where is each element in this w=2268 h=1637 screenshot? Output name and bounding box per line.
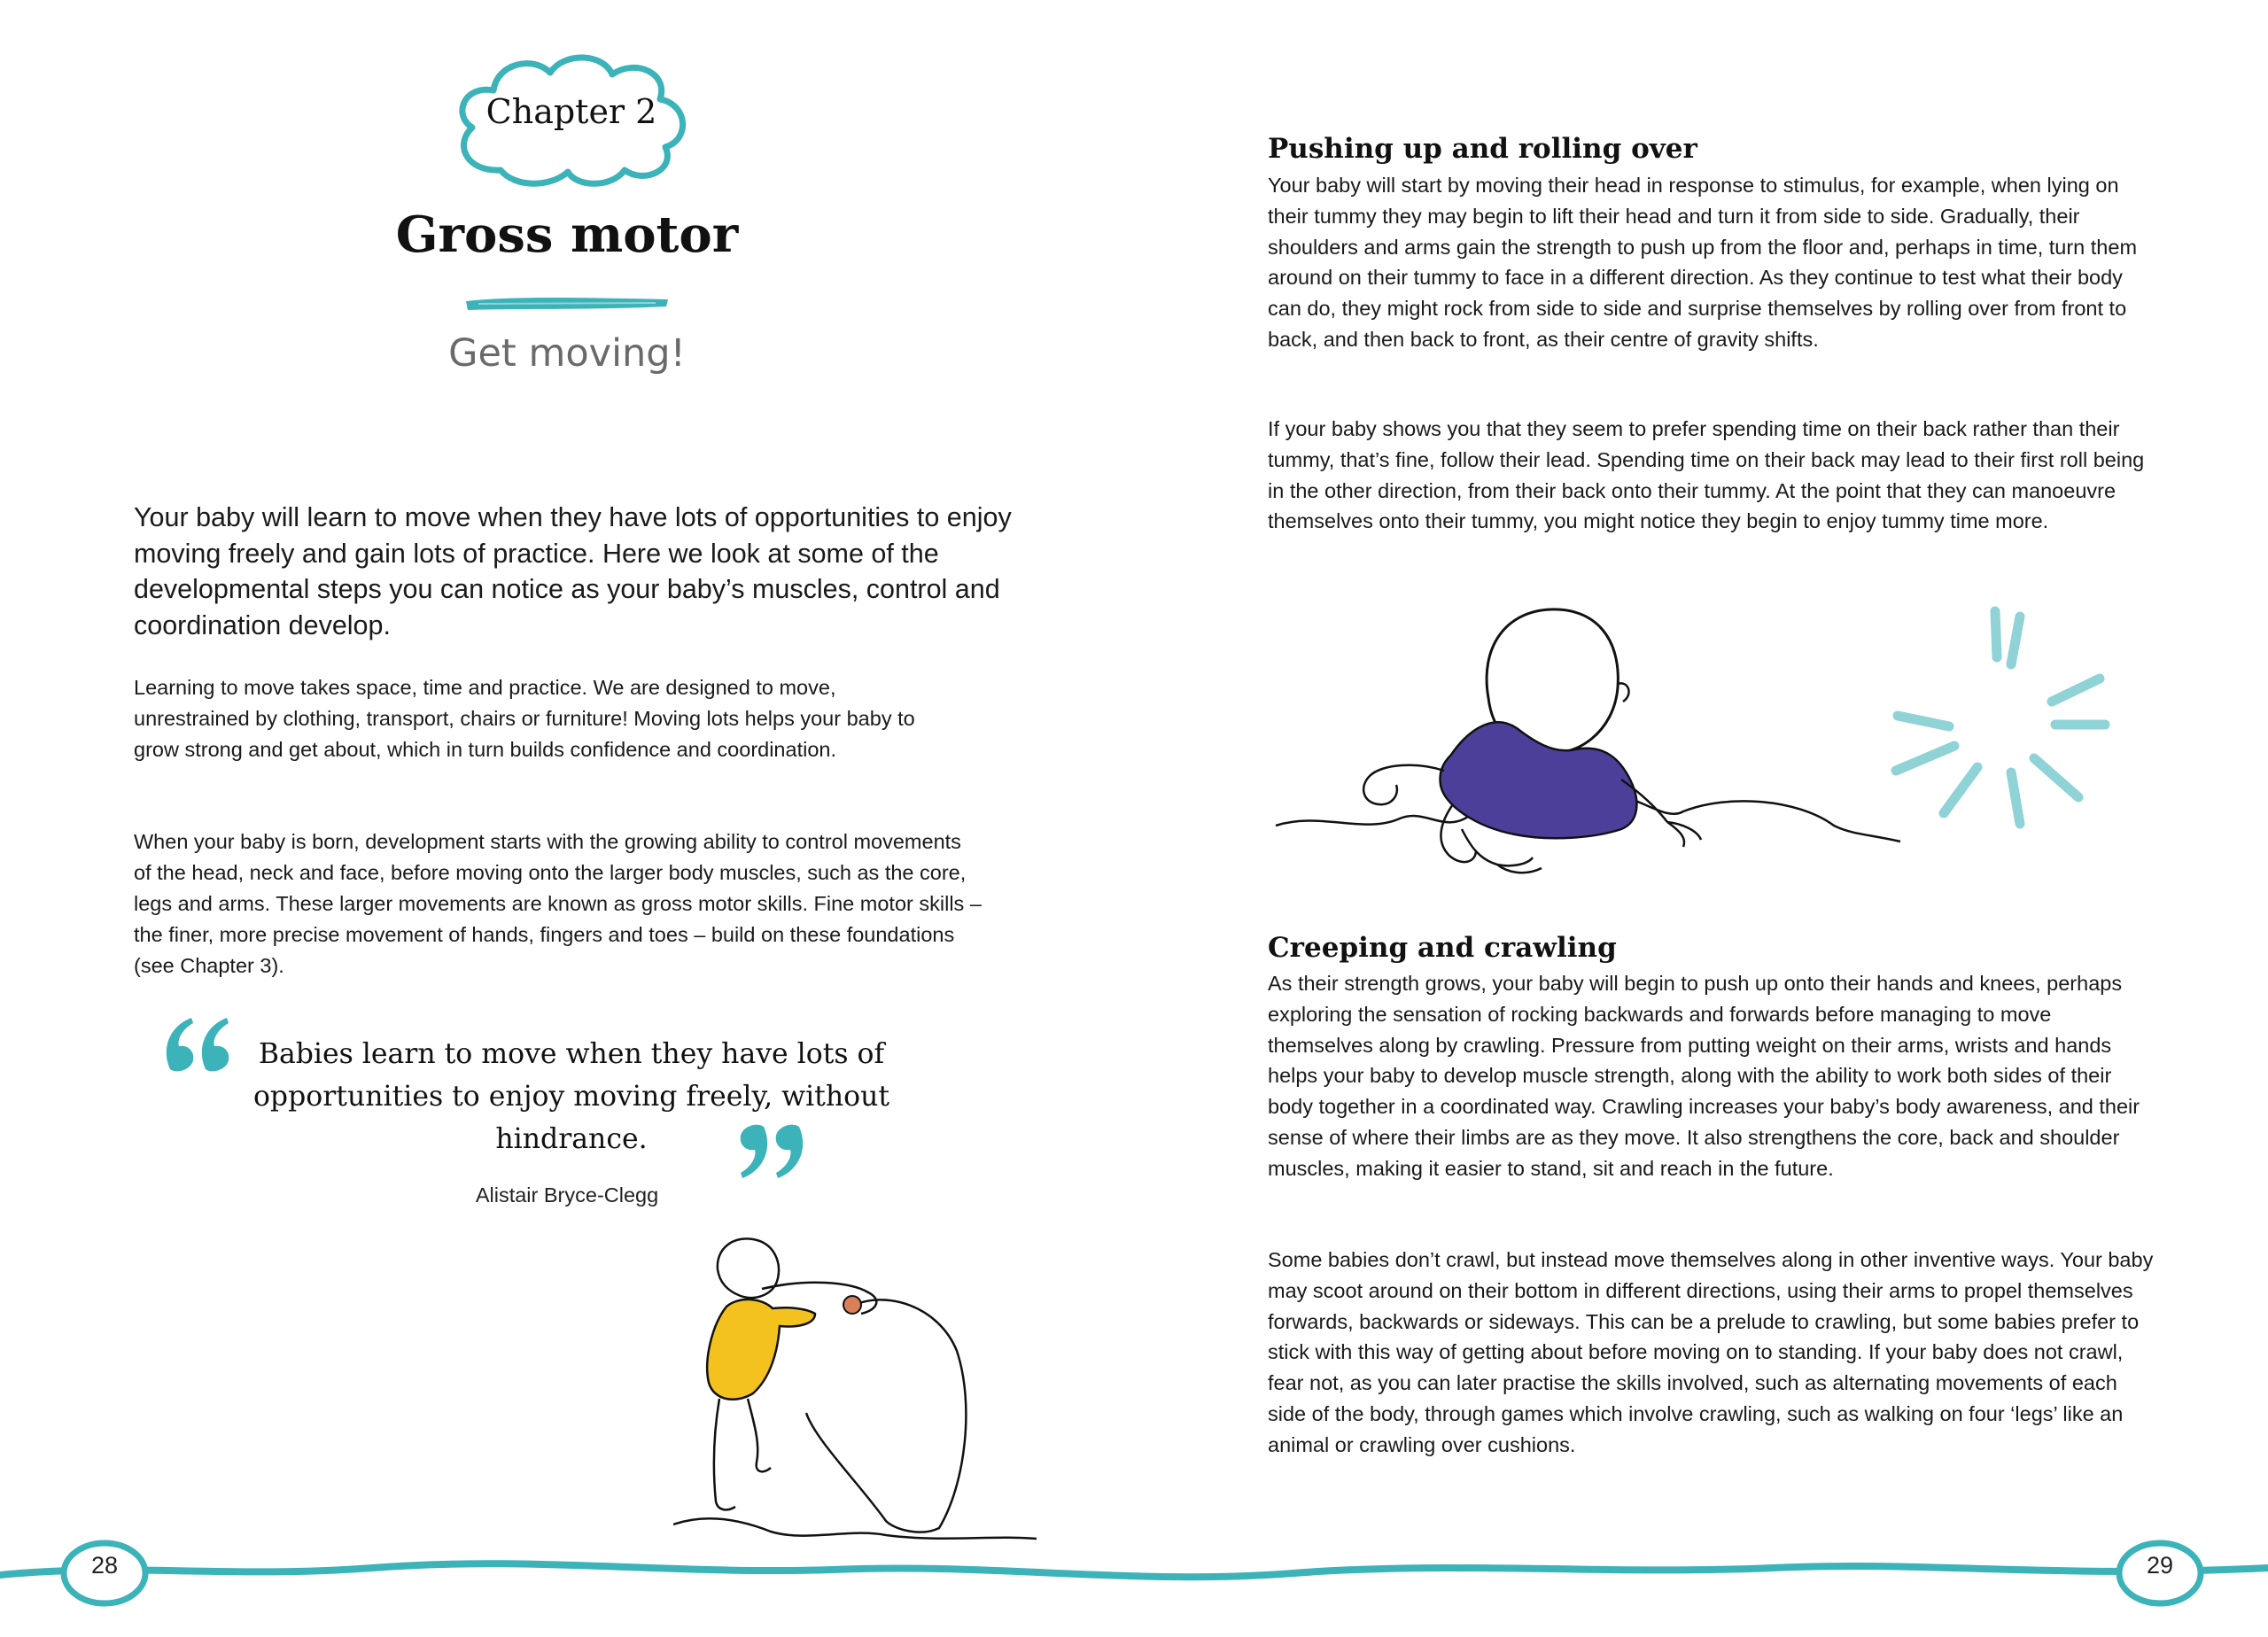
page-number-right: 29 [2146, 1552, 2174, 1579]
body-paragraph-2: When your baby is born, development starts with the growing ability to control movements of the head, neck and face, before moving onto the larger body muscles, such as the core, legs and arms. These larger movements are known as gross motor skills. Fine motor skills – the finer, more precise movement of hands, fingers and toes – build on these foundations (see Chapter 3). [134, 830, 982, 977]
chapter-subtitle: Get moving! [448, 331, 686, 376]
open-quote-icon [163, 1014, 234, 1078]
crawling-paragraph-2: Some babies don’t crawl, but instead move themselves along in other inventive ways. Your baby may scoot around on their bottom in different directions, using their arms to propel themselves forwards, backwards or sideways. This can be a prelude to crawling, but some babies prefer to stick with this way of getting about before moving on to standing. If your baby does not crawl, fear not, as you can later practise the skills involved, such as alternating movements of each side of the body, through games which involve crawling, such as walking on four ‘legs’ like an animal or crawling over cushions. [1268, 1248, 2154, 1456]
close-quote-icon [735, 1118, 806, 1182]
sun-icon [1878, 602, 2117, 833]
crawling-paragraph-1: As their strength grows, your baby will begin to push up onto their hands and knees, perhaps exploring the sensation of rocking backwards and forwards before managing to move themselves along by crawling. Pressure from putting weight on their arms, wrists and hands helps your baby to develop muscle strength, along with the ability to work both sides of their body together in a coordinated way. Crawling increases your baby’s body awareness, and their sense of where their limbs are as they move. It also strengthens the core, back and shoulder muscles, making it easier to stand, sit and reach in the future. [1268, 972, 2140, 1180]
intro-paragraph: Your baby will learn to move when they have lots of opportunities to enjoy moving freely and gain lots of practice. Here we look at some of the developmental steps you can notice as your baby’s muscles, control and coordination develop. [134, 502, 1012, 640]
chapter-label: Chapter 2 [485, 92, 657, 131]
body-paragraph-1: Learning to move takes space, time and practice. We are designed to move, unrestrained by clothing, transport, chairs or furniture! Moving lots helps your baby to grow strong and get about, which in turn builds confidence and coordination. [134, 676, 915, 761]
footer-wave-decoration [0, 1524, 2268, 1637]
pull-quote: Babies learn to move when they have lots of opportunities to enjoy moving freely, without hindrance. [252, 1038, 890, 1155]
baby-tummy-illustration [1267, 602, 1905, 895]
pushing-up-paragraph-1: Your baby will start by moving their head in response to stimulus, for example, when lying on their tummy they may begin to lift their head and turn it from side to side. Gradually, their shoulders and arms gain the strength to push up from the floor and, perhaps in time, turn them around on their tummy to face in a different direction. As they continue to test what their body can do, they might rock from side to side and surprise themselves by rolling over from front to back, and then back to front, as their centre of gravity shifts. [1268, 174, 2138, 351]
baby-standing-illustration [673, 1236, 1045, 1546]
quote-author: Alistair Bryce-Clegg [475, 1183, 659, 1206]
chapter-title: Gross motor [395, 206, 739, 264]
heading-pushing-up: Pushing up and rolling over [1268, 133, 1697, 165]
brush-stroke-divider [461, 291, 673, 317]
heading-creeping-crawling: Creeping and crawling [1268, 932, 1617, 964]
page-number-left: 28 [90, 1552, 119, 1579]
pushing-up-paragraph-2: If your baby shows you that they seem to prefer spending time on their back rather than their tummy, that’s fine, follow their lead. Spending time on their back may lead to their first roll being in the other direction, from their back onto their tummy. At the point that they can manoeuvre themselves onto their tummy, you might notice they begin to enjoy tummy time more. [1268, 417, 2145, 533]
